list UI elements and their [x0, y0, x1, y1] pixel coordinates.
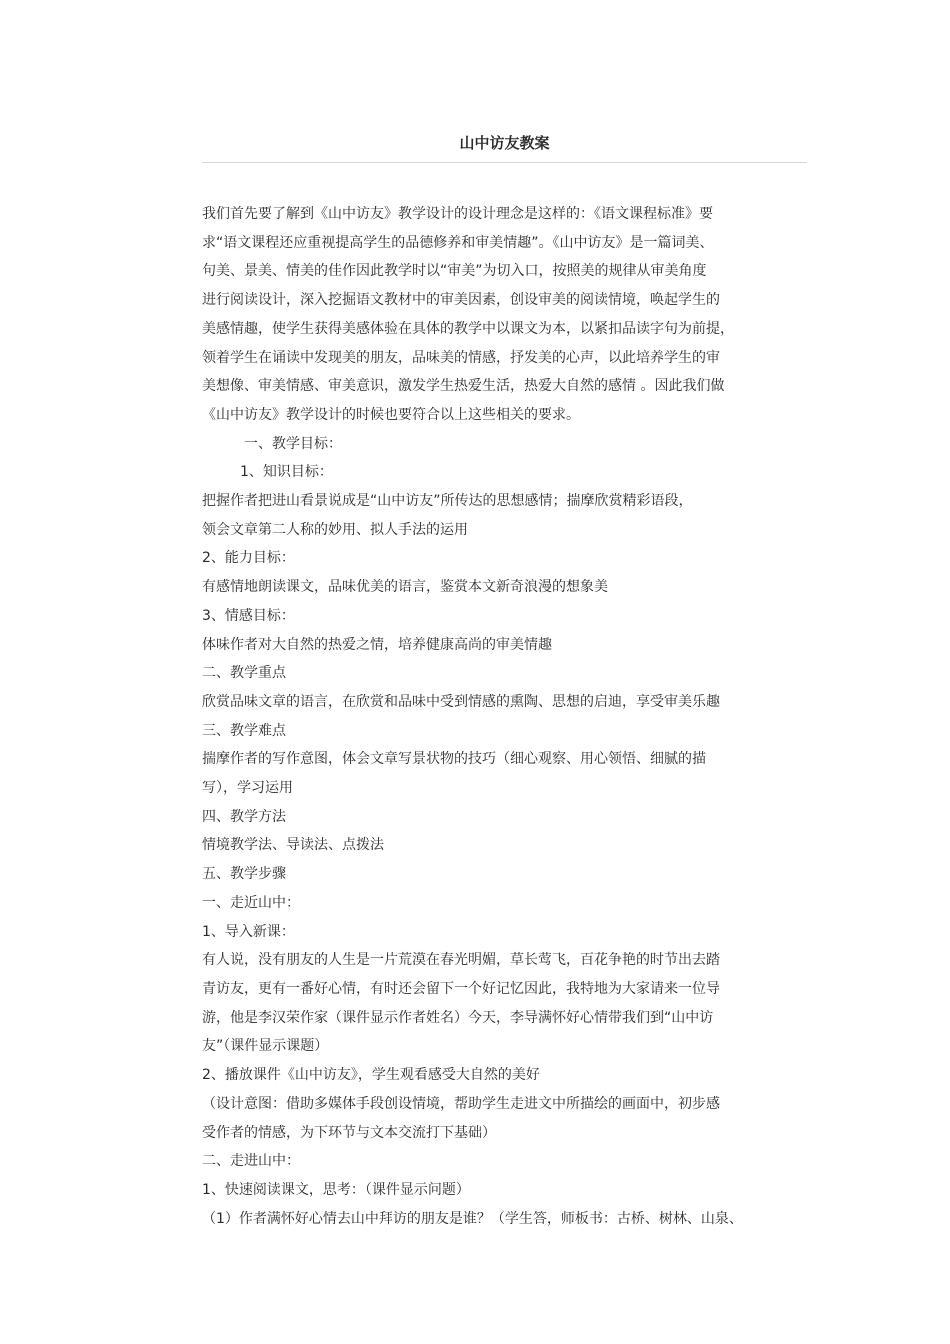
body-line: 揣摩作者的写作意图，体会文章写景状物的技巧（细心观察、用心领悟、细腻的描	[202, 751, 706, 768]
body-line: （设计意图：借助多媒体手段创设情境，帮助学生走进文中所描绘的画面中，初步感	[202, 1095, 720, 1112]
body-line: 有人说，没有朋友的人生是一片荒漠在春光明媚，草长莺飞，百花争艳的时节出去踏	[202, 952, 720, 969]
title-divider	[202, 162, 807, 163]
section-heading: 一、教学目标：	[244, 435, 342, 452]
subsection-heading: 1、导入新课：	[202, 923, 295, 940]
body-line: 友”（课件显示课题）	[202, 1038, 329, 1055]
body-line: 领着学生在诵读中发现美的朋友，品味美的情感，抒发美的心声，以此培养学生的审	[202, 349, 720, 366]
body-line: 我们首先要了解到《山中访友》教学设计的设计理念是这样的：《语文课程标准》要	[202, 206, 713, 222]
body-line: 领会文章第二人称的妙用、拟人手法的运用	[202, 521, 468, 538]
section-heading: 一、走近山中：	[202, 894, 300, 911]
body-line: 青访友，更有一番好心情，有时还会留下一个好记忆因此，我特地为大家请来一位导	[202, 980, 720, 997]
body-line: （1）作者满怀好心情去山中拜访的朋友是谁？（学生答，师板书：古桥、树林、山泉、	[202, 1210, 743, 1227]
body-line: 把握作者把进山看景说成是“山中访友”所传达的思想感情；揣摩欣赏精彩语段，	[202, 493, 693, 510]
section-heading: 五、教学步骤	[202, 866, 286, 883]
section-heading: 四、教学方法	[202, 808, 286, 825]
body-line: 欣赏品味文章的语言，在欣赏和品味中受到情感的熏陶、思想的启迪，享受审美乐趣	[202, 693, 720, 710]
body-line: 《山中访友》教学设计的时候也要符合以上这些相关的要求。	[202, 406, 580, 423]
body-line: 情境教学法、导读法、点拨法	[202, 837, 384, 854]
body-line: 美想像、审美情感、审美意识，激发学生热爱生活，热爱大自然的感情 。因此我们做	[202, 378, 725, 395]
body-line: 句美、景美、情美的佳作因此教学时以“审美”为切入口，按照美的规律从审美角度	[202, 263, 707, 280]
body-line: 写），学习运用	[202, 780, 293, 797]
document-title: 山中访友教案	[459, 134, 550, 152]
subsection-heading: 2、能力目标：	[202, 550, 295, 567]
subsection-heading: 3、情感目标：	[202, 607, 295, 624]
section-heading: 二、走进山中：	[202, 1153, 300, 1170]
body-line: 体味作者对大自然的热爱之情，培养健康高尚的审美情趣	[202, 636, 552, 653]
body-line: 有感情地朗读课文，品味优美的语言，鉴赏本文新奇浪漫的想象美	[202, 579, 608, 596]
body-line: 美感情趣，使学生获得美感体验在具体的教学中以课文为本，以紧扣品读字句为前提，	[202, 320, 734, 337]
body-line: 1、快速阅读课文，思考：（课件显示问题）	[202, 1181, 470, 1198]
document-body	[202, 200, 817, 1233]
body-line: 求“语文课程还应重视提高学生的品德修养和审美情趣”。《山中访友》是一篇词美、	[202, 234, 714, 251]
section-heading: 二、教学重点	[202, 665, 286, 682]
body-line: 受作者的情感，为下环节与文本交流打下基础）	[202, 1124, 496, 1141]
body-line: 2、播放课件《山中访友》，学生观看感受大自然的美好	[202, 1067, 540, 1084]
section-heading: 三、教学难点	[202, 722, 286, 739]
body-line: 游，他是李汉荣作家（课件显示作者姓名）今天，李导满怀好心情带我们到“山中访	[202, 1009, 714, 1026]
subsection-heading: 1、知识目标：	[240, 464, 333, 481]
body-line: 进行阅读设计，深入挖掘语文教材中的审美因素，创设审美的阅读情境，唤起学生的	[202, 292, 720, 309]
